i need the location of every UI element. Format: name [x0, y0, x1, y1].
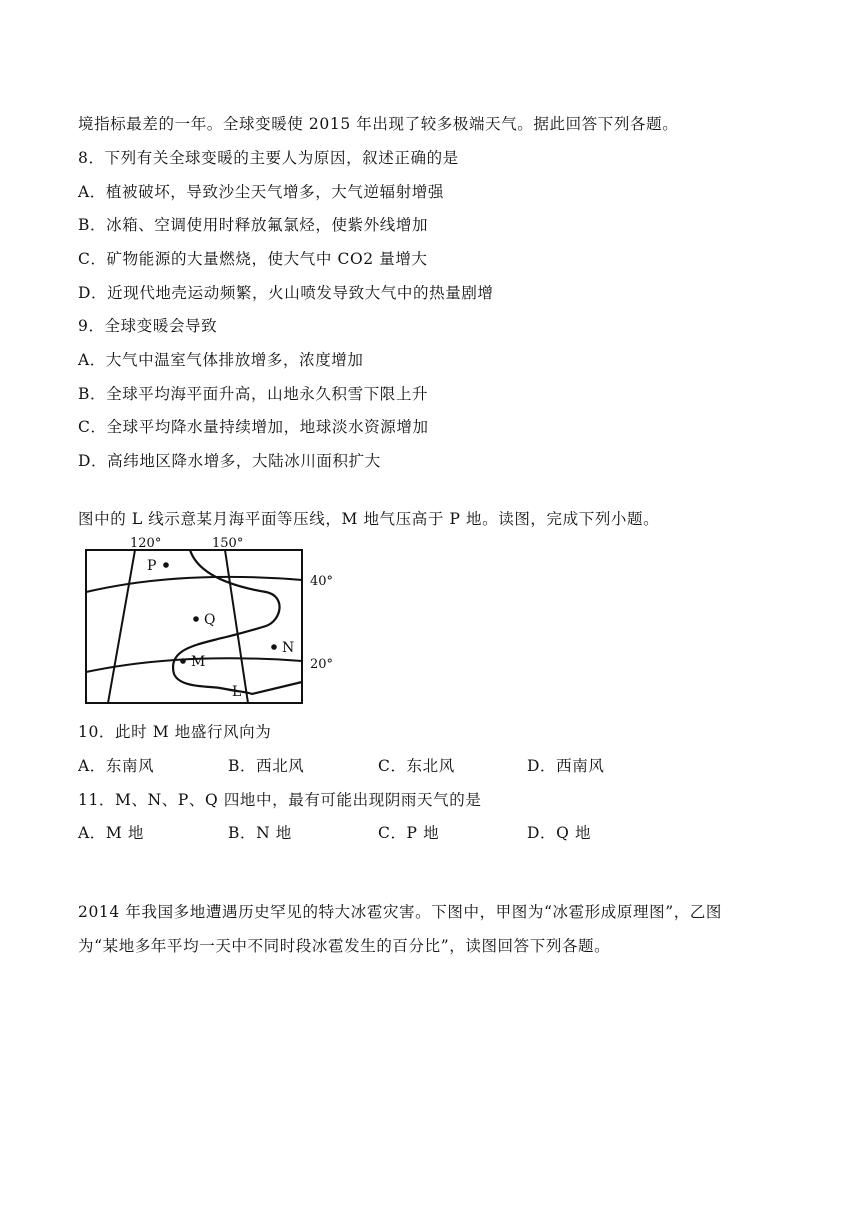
- hail-intro-line-1: 2014 年我国多地遭遇历史罕见的特大冰雹灾害。下图中，甲图为“冰雹形成原理图”，乙图: [78, 903, 723, 921]
- question-11-option-d: D．Q 地: [527, 824, 592, 842]
- parallel-40: [86, 577, 302, 592]
- isobar-l: [173, 550, 302, 694]
- question-11-option-a: A．M 地: [78, 824, 144, 842]
- question-10-stem: 10．此时 M 地盛行风向为: [78, 723, 272, 741]
- question-10-option-b: B．西北风: [228, 757, 305, 775]
- question-11-option-b: B．N 地: [228, 824, 292, 842]
- map-intro: 图中的 L 线示意某月海平面等压线，M 地气压高于 P 地。读图，完成下列小题。: [78, 510, 660, 528]
- meridian-120: [108, 550, 135, 703]
- question-11-stem: 11．M、N、P、Q 四地中，最有可能出现阴雨天气的是: [78, 791, 482, 809]
- point-n-marker: [271, 644, 277, 650]
- point-n-label: N: [282, 640, 295, 656]
- isobar-l-label: L: [232, 684, 242, 700]
- question-10-option-c: C．东北风: [378, 757, 455, 775]
- point-m-marker: [180, 658, 186, 664]
- question-9-option-b: B．全球平均海平面升高，山地永久积雪下限上升: [78, 385, 429, 403]
- lat-label-20: 20°: [310, 657, 334, 672]
- lat-label-40: 40°: [310, 574, 334, 589]
- question-9-stem: 9．全球变暖会导致: [78, 317, 218, 335]
- question-8-option-b: B．冰箱、空调使用时释放氟氯烃，使紫外线增加: [78, 216, 429, 234]
- isobar-map: [80, 534, 342, 718]
- point-q-label: Q: [204, 612, 216, 628]
- map-frame: [86, 550, 302, 703]
- point-m-label: M: [191, 654, 206, 670]
- hail-intro-line-2: 为“某地多年平均一天中不同时段冰雹发生的百分比”，读图回答下列各题。: [78, 937, 611, 955]
- lon-label-150: 150°: [212, 536, 244, 551]
- question-9-option-a: A．大气中温室气体排放增多，浓度增加: [78, 351, 364, 369]
- meridian-150: [225, 550, 248, 703]
- intro-tail: 境指标最差的一年。全球变暖使 2015 年出现了较多极端天气。据此回答下列各题。: [78, 115, 679, 133]
- lon-label-120: 120°: [130, 536, 162, 551]
- question-9-option-d: D．高纬地区降水增多，大陆冰川面积扩大: [78, 452, 381, 470]
- question-8-stem: 8．下列有关全球变暖的主要人为原因，叙述正确的是: [78, 149, 459, 167]
- question-10-option-a: A．东南风: [78, 757, 155, 775]
- question-11-option-c: C．P 地: [378, 824, 440, 842]
- point-q-marker: [193, 616, 199, 622]
- question-10-option-d: D．西南风: [527, 757, 605, 775]
- point-p-marker: [163, 562, 169, 568]
- point-p-label: P: [147, 558, 157, 574]
- question-9-option-c: C．全球平均降水量持续增加，地球淡水资源增加: [78, 418, 429, 436]
- question-8-option-a: A．植被破坏，导致沙尘天气增多，大气逆辐射增强: [78, 183, 444, 201]
- question-8-option-d: D．近现代地壳运动频繁，火山喷发导致大气中的热量剧增: [78, 284, 494, 302]
- question-8-option-c: C．矿物能源的大量燃烧，使大气中 CO2 量增大: [78, 250, 428, 268]
